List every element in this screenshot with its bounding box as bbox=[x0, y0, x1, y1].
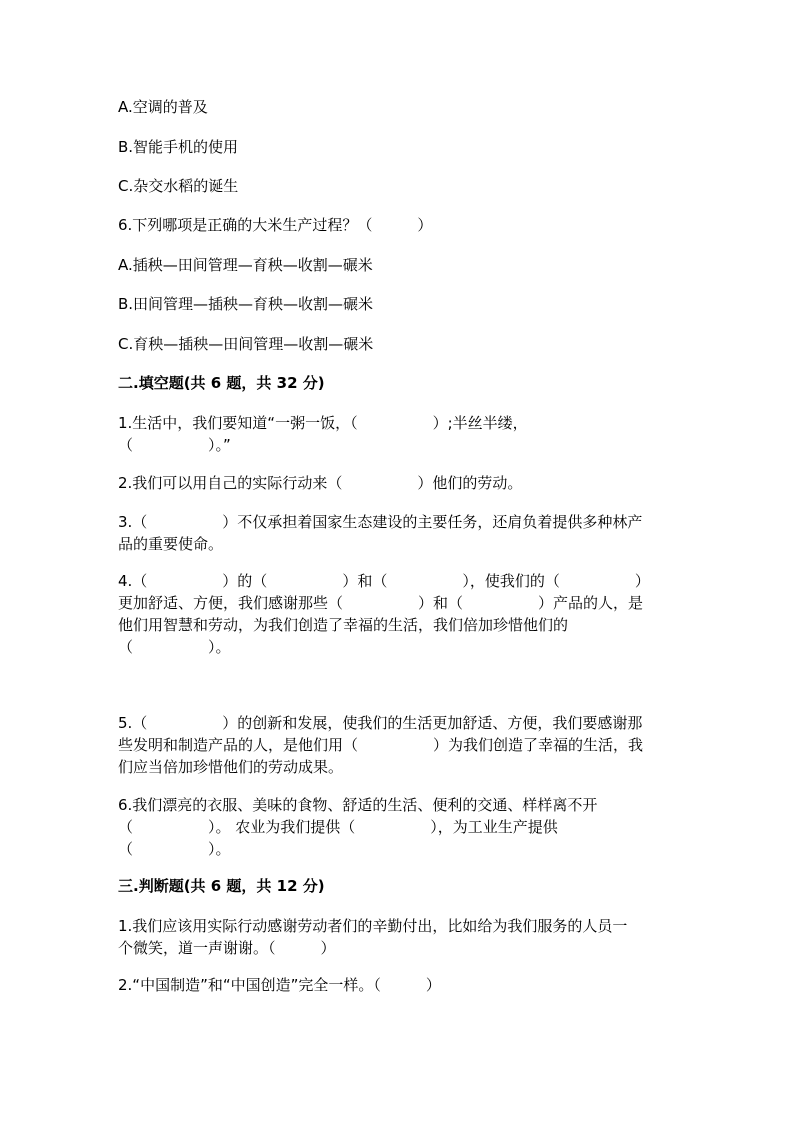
judge-q1-line2: 个微笑，道一声谢谢。（ ） bbox=[118, 939, 336, 957]
q5-option-b: B.智能手机的使用 bbox=[118, 138, 239, 156]
q5-option-c: C.杂交水稻的诞生 bbox=[118, 177, 239, 195]
fill-q5-line1: 5.（ ）的创新和发展，使我们的生活更加舒适、方便，我们要感谢那 bbox=[118, 714, 643, 732]
q6-option-b: B.田间管理—插秧—育秧—收割—碾米 bbox=[118, 295, 374, 313]
fill-q5-line3: 们应当倍加珍惜他们的劳动成果。 bbox=[118, 758, 344, 776]
judge-q2: 2.“中国制造”和“中国创造”完全一样。（ ） bbox=[118, 976, 441, 994]
fill-q4-line2: 更加舒适、方便，我们感谢那些（ ）和（ ）产品的人，是 bbox=[118, 594, 644, 612]
fill-q5-line2: 些发明和制造产品的人，是他们用（ ）为我们创造了幸福的生活，我 bbox=[118, 736, 644, 754]
section2-heading: 二.填空题(共 6 题，共 32 分) bbox=[118, 374, 325, 392]
fill-q4-line1: 4.（ ）的（ ）和（ ），使我们的（ ） bbox=[118, 572, 650, 590]
fill-q4-line3: 他们用智慧和劳动，为我们创造了幸福的生活，我们倍加珍惜他们的 bbox=[118, 616, 569, 634]
fill-q3-line2: 品的重要使命。 bbox=[118, 535, 224, 553]
judge-q1-line1: 1.我们应该用实际行动感谢劳动者们的辛勤付出，比如给为我们服务的人员一 bbox=[118, 917, 628, 935]
fill-q1-line2: （ ）。” bbox=[118, 436, 231, 454]
fill-q6-line1: 6.我们漂亮的衣服、美味的食物、舒适的生活、便利的交通、样样离不开 bbox=[118, 796, 598, 814]
fill-q3-line1: 3.（ ）不仅承担着国家生态建设的主要任务，还肩负着提供多种林产 bbox=[118, 513, 643, 531]
q6-option-a: A.插秧—田间管理—育秧—收割—碾米 bbox=[118, 256, 373, 274]
q5-option-a: A.空调的普及 bbox=[118, 98, 208, 116]
fill-q6-line3: （ ）。 bbox=[118, 840, 231, 858]
fill-q1-line1: 1.生活中，我们要知道“一粥一饭，（ ）;半丝半缕， bbox=[118, 414, 528, 432]
q6-option-c: C.育秧—插秧—田间管理—收割—碾米 bbox=[118, 335, 374, 353]
fill-q2: 2.我们可以用自己的实际行动来（ ）他们的劳动。 bbox=[118, 474, 523, 492]
fill-q6-line2: （ ）。 农业为我们提供（ ），为工业生产提供 bbox=[118, 818, 558, 836]
fill-q4-line4: （ ）。 bbox=[118, 638, 231, 656]
q6-stem: 6.下列哪项是正确的大米生产过程？（ ） bbox=[118, 216, 433, 234]
section3-heading: 三.判断题(共 6 题，共 12 分) bbox=[118, 877, 325, 895]
